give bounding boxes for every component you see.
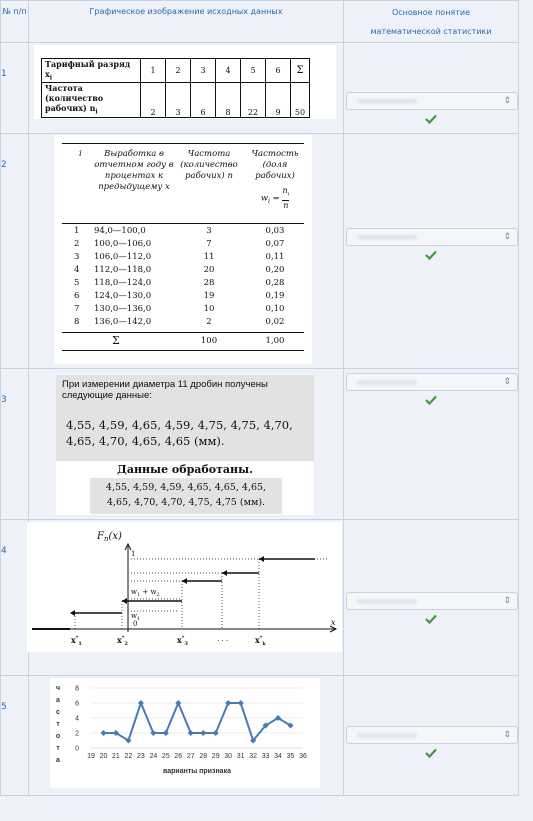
y-tick-label: 4 bbox=[75, 715, 79, 723]
table-cell: 50 bbox=[291, 82, 310, 118]
interval-row bbox=[62, 239, 304, 252]
row-number: 2 bbox=[1, 134, 29, 369]
table-cell: 100,0—106,0 bbox=[94, 239, 152, 249]
row-number: 4 bbox=[1, 520, 29, 676]
row-number: 5 bbox=[1, 676, 29, 796]
y-axis-label-letter: с bbox=[56, 709, 60, 716]
interval-row bbox=[62, 226, 304, 239]
x-tick-label: 29 bbox=[211, 753, 220, 760]
data-point bbox=[163, 730, 169, 736]
table-cell: 8 bbox=[74, 317, 80, 327]
table-cell: 5 bbox=[241, 59, 266, 83]
check-icon bbox=[425, 748, 437, 758]
x-tick-label: 28 bbox=[199, 753, 208, 760]
y-axis-label-letter: т bbox=[56, 721, 60, 728]
table-cell: 0,20 bbox=[265, 265, 285, 275]
chevron-updown-icon: ⇕ bbox=[503, 96, 511, 106]
x3-label: $x^*_3$ bbox=[177, 635, 188, 647]
concept-select[interactable] bbox=[346, 726, 518, 744]
table-cell: 4 bbox=[74, 265, 80, 275]
table-cell: 136,0—142,0 bbox=[94, 317, 152, 327]
sigma-symbol: Σ bbox=[291, 59, 310, 83]
distribution-function-graph bbox=[27, 522, 342, 652]
frequency-label: Частота (количество рабочих) $n_i$ bbox=[42, 82, 141, 118]
y-axis-label-letter: а bbox=[56, 757, 60, 764]
table-cell: 0,10 bbox=[265, 304, 285, 314]
table-cell: 6 bbox=[74, 291, 80, 301]
step-arrow bbox=[182, 578, 187, 584]
x-tick-label: 27 bbox=[186, 753, 195, 760]
interval-row bbox=[62, 278, 304, 291]
concept-select[interactable] bbox=[346, 228, 518, 246]
header-concept: Основное понятие математической статистики bbox=[344, 1, 519, 43]
row-number: 3 bbox=[1, 369, 29, 520]
table-cell: 6 bbox=[191, 82, 216, 118]
table-cell: 20 bbox=[203, 265, 215, 275]
y-axis-label-letter: ч bbox=[55, 685, 61, 692]
table-cell: 2 bbox=[74, 239, 80, 249]
total-relative: 1,00 bbox=[265, 336, 285, 346]
table-cell: 1 bbox=[141, 59, 166, 83]
table-cell: 5 bbox=[74, 278, 80, 288]
interval-row bbox=[62, 317, 304, 330]
table-cell: 7 bbox=[74, 304, 80, 314]
x-tick-label: 35 bbox=[286, 753, 295, 760]
image-frequency-table bbox=[34, 45, 336, 119]
y-tick-label: 2 bbox=[75, 730, 79, 738]
concept-select[interactable] bbox=[346, 592, 518, 610]
check-icon bbox=[425, 114, 437, 124]
rule-bottom bbox=[62, 350, 304, 351]
x-tick-label: 34 bbox=[274, 753, 282, 760]
table-cell: 118,0—124,0 bbox=[94, 278, 152, 288]
table-cell: 124,0—130,0 bbox=[94, 291, 152, 301]
table-cell: 3 bbox=[206, 226, 212, 236]
intro-text: При измерении диаметра 11 дробин получены следующие данные: bbox=[62, 379, 268, 401]
interval-row bbox=[62, 291, 304, 304]
y-axis-label-letter: т bbox=[56, 745, 60, 752]
y-tick-label: 0 bbox=[75, 745, 79, 753]
interval-rows bbox=[62, 226, 304, 330]
rule-top bbox=[62, 143, 304, 144]
w1w2-label: $w_1 + w_2$ bbox=[131, 588, 160, 598]
table-cell: 0,11 bbox=[265, 252, 285, 262]
x-tick-label: 32 bbox=[249, 753, 258, 760]
raw-data-panel bbox=[56, 375, 314, 461]
table-cell: 130,0—136,0 bbox=[94, 304, 152, 314]
processed-title: Данные обработаны. bbox=[117, 463, 253, 476]
x-axis-label: x bbox=[331, 618, 336, 627]
y-tick-label: 6 bbox=[75, 700, 79, 708]
image-frequency-polygon bbox=[50, 678, 320, 788]
data-point bbox=[225, 700, 231, 706]
x-tick-label: 36 bbox=[299, 753, 307, 760]
col-frequency-header: Частота (количество рабочих) n bbox=[180, 149, 238, 181]
chevron-updown-icon: ⇕ bbox=[503, 232, 511, 242]
rule-total bbox=[62, 332, 304, 333]
ellipsis: . . . bbox=[217, 635, 229, 643]
x-tick-label: 25 bbox=[161, 753, 170, 760]
w1-label: $w_1$ bbox=[131, 612, 141, 622]
one-label: 1 bbox=[131, 550, 136, 558]
table-cell: 10 bbox=[203, 304, 215, 314]
fn-label: $F_n(x)$ bbox=[97, 531, 122, 543]
y-axis-label-letter: а bbox=[56, 697, 60, 704]
data-point bbox=[213, 730, 219, 736]
table-cell: 2 bbox=[141, 82, 166, 118]
step-arrow bbox=[70, 610, 75, 616]
header-number: № п/п bbox=[1, 1, 29, 43]
row-answer bbox=[344, 676, 519, 796]
row-answer bbox=[344, 43, 519, 134]
table-cell: 106,0—112,0 bbox=[94, 252, 152, 262]
x-tick-label: 31 bbox=[236, 753, 245, 760]
frequency-polygon-chart bbox=[50, 678, 320, 788]
table-cell: 2 bbox=[206, 317, 212, 327]
table-cell: 8 bbox=[216, 82, 241, 118]
table-cell: 1 bbox=[74, 226, 80, 236]
table-header bbox=[1, 1, 519, 43]
data-point bbox=[150, 730, 156, 736]
x-tick-label: 21 bbox=[112, 753, 120, 760]
table-cell: 0,03 bbox=[265, 226, 285, 236]
table-cell: 0,28 bbox=[265, 278, 285, 288]
step-arrow bbox=[122, 598, 127, 604]
table-cell: 19 bbox=[203, 291, 215, 301]
table-cell: 0,19 bbox=[265, 291, 285, 301]
check-icon bbox=[425, 395, 437, 405]
x-tick-label: 23 bbox=[136, 753, 145, 760]
table-cell: 0,02 bbox=[265, 317, 285, 327]
row-answer bbox=[344, 520, 519, 676]
x1-label: $x^*_1$ bbox=[71, 635, 82, 647]
image-distribution-function bbox=[27, 522, 342, 652]
image-interval-table bbox=[54, 135, 312, 364]
x-tick-label: 33 bbox=[261, 753, 270, 760]
table-cell: 28 bbox=[203, 278, 215, 288]
processed-data-text: 4,55, 4,59, 4,59, 4,65, 4,65, 4,65, 4,65, 4,70, 4,70, 4,75, 4,75 (мм). bbox=[105, 482, 267, 508]
data-point bbox=[138, 700, 144, 706]
chevron-updown-icon: ⇕ bbox=[503, 730, 511, 740]
series-line bbox=[103, 703, 290, 741]
row-answer bbox=[344, 369, 519, 520]
zero-label: 0 bbox=[133, 620, 138, 628]
data-point bbox=[200, 730, 206, 736]
table-cell: 7 bbox=[206, 239, 212, 249]
table-cell: 2 bbox=[166, 59, 191, 83]
chevron-updown-icon: ⇕ bbox=[503, 596, 511, 606]
table-cell: 11 bbox=[203, 252, 215, 262]
y-axis-label-letter: о bbox=[55, 733, 61, 740]
x-tick-label: 26 bbox=[174, 753, 183, 760]
check-icon bbox=[425, 614, 437, 624]
table-cell: 112,0—118,0 bbox=[94, 265, 152, 275]
x2-label: $x^*_2$ bbox=[117, 635, 128, 647]
check-icon bbox=[425, 250, 437, 260]
table-cell: 9 bbox=[266, 82, 291, 118]
header-image: Графическое изображение исходных данных bbox=[29, 1, 344, 43]
table-cell: 94,0—100,0 bbox=[94, 226, 146, 236]
y-tick-label: 8 bbox=[75, 685, 79, 693]
interval-row bbox=[62, 252, 304, 265]
x-tick-label: 30 bbox=[224, 753, 233, 760]
formula: $w_i$ = $\frac{n_i}{n}$ bbox=[260, 186, 290, 210]
concept-select[interactable] bbox=[346, 92, 518, 110]
row-number: 1 bbox=[1, 43, 29, 134]
raw-data-text: 4,55, 4,59, 4,65, 4,59, 4,75, 4,75, 4,70, 4,65, 4,70, 4,65, 4,65 (мм). bbox=[66, 418, 293, 448]
row-answer bbox=[344, 134, 519, 369]
x-tick-label: 22 bbox=[124, 753, 133, 760]
total-frequency: 100 bbox=[200, 336, 218, 346]
x-tick-label: 24 bbox=[149, 753, 158, 760]
col-production-header: Выработка в отчетном году в процентах к предыдущему x bbox=[94, 149, 174, 192]
x-tick-label: 20 bbox=[99, 753, 108, 760]
step-arrow bbox=[222, 570, 227, 576]
data-point bbox=[100, 730, 106, 736]
interval-row bbox=[62, 304, 304, 317]
table-cell: 3 bbox=[191, 59, 216, 83]
total-label: Σ bbox=[112, 334, 120, 347]
table-cell: 6 bbox=[266, 59, 291, 83]
x-axis-label: варианты признака bbox=[163, 768, 231, 775]
processed-data-panel bbox=[90, 478, 282, 514]
rule-middle bbox=[62, 223, 304, 224]
table-cell: 22 bbox=[241, 82, 266, 118]
table-cell: 3 bbox=[74, 252, 80, 262]
chevron-updown-icon: ⇕ bbox=[503, 377, 511, 387]
interval-row bbox=[62, 265, 304, 278]
concept-select[interactable] bbox=[346, 373, 518, 391]
rank-label: Тарифный разряд $x_i$ bbox=[42, 59, 141, 83]
table-cell: 0,07 bbox=[265, 239, 285, 249]
data-point bbox=[188, 730, 194, 736]
col-i-header: i bbox=[79, 149, 82, 159]
step-arrow bbox=[259, 556, 264, 562]
image-measurement-data bbox=[56, 375, 314, 515]
x-tick-label: 19 bbox=[87, 753, 95, 760]
data-point bbox=[175, 700, 181, 706]
table-cell: 3 bbox=[166, 82, 191, 118]
data-point bbox=[238, 700, 244, 706]
table-cell: 4 bbox=[216, 59, 241, 83]
xk-label: $x^*_k$ bbox=[255, 635, 266, 647]
col-relative-header: Частость (доля рабочих) $w_i$ = $\frac{n_i}{n}$ bbox=[244, 149, 306, 210]
